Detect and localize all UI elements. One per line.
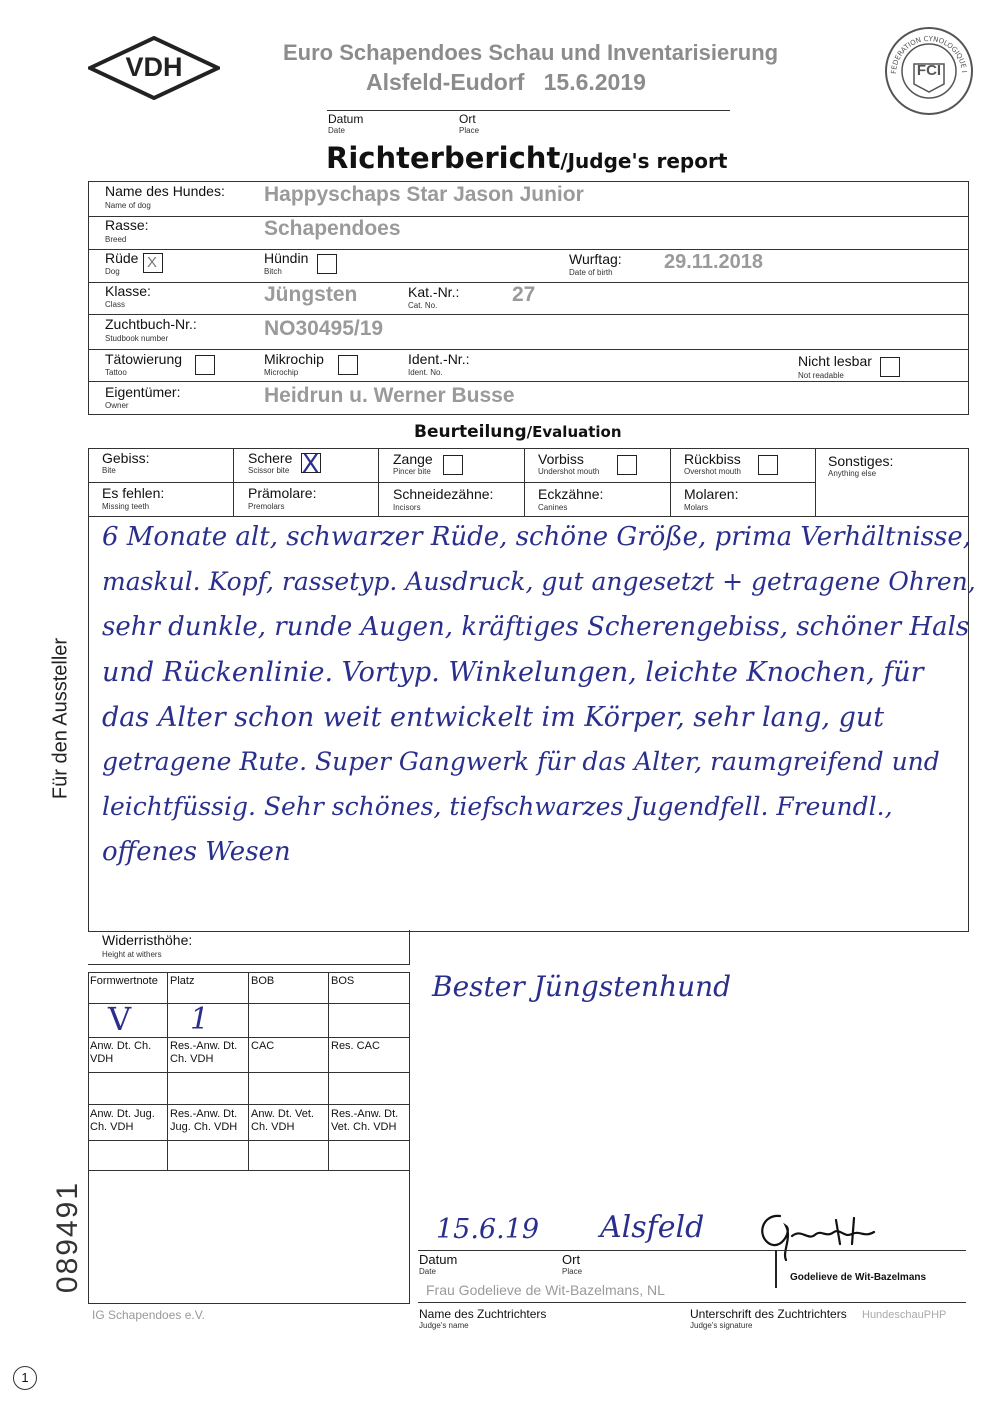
footer-datum-label: Datum: [419, 1252, 458, 1267]
judge-name-label: Name des Zuchtrichters: [419, 1307, 547, 1321]
placement-value: 1: [190, 1002, 210, 1037]
undershot-checkbox[interactable]: [617, 455, 637, 475]
awards-table: [88, 972, 410, 1304]
male-checkbox[interactable]: [143, 253, 163, 273]
class-value: Jüngsten: [264, 283, 358, 306]
award-remark: Bester Jüngstenhund: [432, 970, 732, 1003]
female-label: Hündin: [264, 250, 309, 266]
missing-sub: Missing teeth: [102, 502, 150, 511]
award-header: CAC: [251, 1040, 275, 1052]
owner-sub: Owner: [105, 401, 129, 410]
report-title: [326, 141, 727, 175]
height-label: Widerristhöhe:: [102, 932, 193, 948]
unreadable-label: Nicht lesbar: [798, 353, 872, 369]
fci-ring-text: FEDERATION CYNOLOGIQUE I: [889, 34, 968, 75]
undershot-sub: Undershot mouth: [538, 467, 600, 476]
footer-ort-label: Ort: [562, 1252, 581, 1267]
overshot-label: Rückbiss: [684, 451, 741, 467]
award-header: Res.-Anw. Dt. Jug. Ch. VDH: [170, 1108, 238, 1133]
tattoo-checkbox[interactable]: [195, 355, 215, 375]
bite-label: Gebiss:: [102, 450, 150, 466]
pincer-checkbox[interactable]: [443, 455, 463, 475]
vdh-logo-text: VDH: [125, 52, 183, 82]
premolars-sub: Premolars: [248, 502, 285, 511]
male-label: Rüde: [105, 250, 139, 266]
report-title-de: Richterbericht: [326, 141, 561, 175]
unreadable-checkbox[interactable]: [880, 357, 900, 377]
award-header: Res. CAC: [331, 1040, 380, 1052]
evaluation-line: und Rückenlinie. Vortyp. Winkelungen, leichte Knochen, für: [102, 657, 924, 688]
evaluation-line: leichtfüssig. Sehr schönes, tiefschwarzes Jugendfell. Freundl.,: [102, 792, 893, 821]
dog-name-label: Name des Hundes:: [105, 183, 225, 199]
grade-value: V: [108, 1000, 132, 1038]
pincer-sub: Pincer bite: [393, 467, 431, 476]
judge-name-printed: Frau Godelieve de Wit-Bazelmans, NL: [426, 1282, 665, 1298]
evaluation-heading-en: /Evaluation: [526, 423, 622, 441]
vdh-logo: [88, 36, 220, 100]
chip-label: Mikrochip: [264, 351, 324, 367]
award-header: Anw. Dt. Jug. Ch. VDH: [90, 1108, 155, 1133]
pincer-label: Zange: [393, 451, 433, 467]
scissor-checkbox[interactable]: [301, 449, 321, 478]
class-label: Klasse:: [105, 283, 151, 299]
dob-label: Wurftag:: [569, 251, 622, 267]
evaluation-line: das Alter schon weit entwickelt im Körper, sehr lang, gut: [102, 702, 885, 733]
dog-name-sub: Name of dog: [105, 201, 151, 210]
scissor-label: Schere: [248, 450, 293, 466]
overshot-sub: Overshot mouth: [684, 467, 741, 476]
male-checkbox-mark: X: [147, 254, 158, 271]
cat-label: Kat.-Nr.:: [408, 284, 460, 300]
tattoo-label: Tätowierung: [105, 351, 183, 367]
dob-value: 29.11.2018: [664, 251, 763, 273]
other-label: Sonstiges:: [828, 453, 894, 469]
footer-ort-sub: Place: [562, 1267, 583, 1276]
award-header: Res.-Anw. Dt. Ch. VDH: [170, 1040, 238, 1065]
evaluation-line: sehr dunkle, runde Augen, kräftiges Scherengebiss, schöner Hals: [102, 612, 970, 642]
breed-label: Rasse:: [105, 217, 149, 233]
female-sub: Bitch: [264, 267, 282, 276]
undershot-label: Vorbiss: [538, 451, 584, 467]
ident-label: Ident.-Nr.:: [408, 351, 470, 367]
evaluation-line: getragene Rute. Super Gangwerk für das Alter, raumgreifend und: [102, 747, 940, 776]
evaluation-text: [102, 522, 976, 882]
header-datum-label: Datum: [328, 112, 364, 126]
scissor-sub: Scissor bite: [248, 466, 290, 475]
award-header: BOS: [331, 975, 355, 987]
cat-value: 27: [512, 283, 536, 306]
height-sub: Height at withers: [102, 950, 162, 959]
fci-logo-text: FCI: [916, 62, 942, 79]
studbook-value: NO30495/19: [264, 317, 384, 340]
premolars-label: Prämolare:: [248, 485, 317, 501]
studbook-label: Zuchtbuch-Nr.:: [105, 316, 197, 332]
signature-place: Alsfeld: [600, 1210, 705, 1245]
chip-sub: Microchip: [264, 368, 299, 377]
evaluation-line: maskul. Kopf, rassetyp. Ausdruck, gut angesetzt + getragene Ohren,: [102, 567, 976, 596]
canines-label: Eckzähne:: [538, 486, 604, 502]
owner-value: Heidrun u. Werner Busse: [264, 384, 515, 407]
award-header: BOB: [251, 975, 275, 987]
tattoo-sub: Tattoo: [105, 368, 127, 377]
molars-sub: Molars: [684, 503, 709, 512]
event-title: Euro Schapendoes Schau und Inventarisierung: [283, 40, 779, 65]
female-checkbox[interactable]: [317, 254, 337, 274]
header-ort-label: Ort: [459, 112, 476, 126]
breed-value: Schapendoes: [264, 217, 401, 240]
award-header: Res.-Anw. Dt. Vet. Ch. VDH: [331, 1108, 399, 1133]
page-number: [13, 1366, 37, 1390]
evaluation-line: 6 Monate alt, schwarzer Rüde, schöne Größe, prima Verhältnisse,: [102, 522, 971, 552]
studbook-sub: Studbook number: [105, 334, 169, 343]
serial-number: 089491: [51, 1180, 84, 1294]
other-sub: Anything else: [828, 469, 877, 478]
signature-label: Unterschrift des Zuchtrichters: [690, 1307, 847, 1321]
event-place-date: Alsfeld-Eudorf 15.6.2019: [366, 69, 646, 95]
club-name: IG Schapendoes e.V.: [92, 1308, 205, 1322]
award-header: Anw. Dt. Ch. VDH: [90, 1040, 152, 1065]
judge-name-sub: Judge's name: [419, 1321, 469, 1330]
overshot-checkbox[interactable]: [758, 455, 778, 475]
ident-sub: Ident. No.: [408, 368, 443, 377]
evaluation-line: offenes Wesen: [102, 837, 291, 867]
fci-logo: [884, 26, 974, 116]
header-datum-sub: Date: [328, 126, 345, 135]
cat-sub: Cat. No.: [408, 301, 438, 310]
software-label: HundeschauPHP: [862, 1309, 947, 1321]
breed-sub: Breed: [105, 235, 127, 244]
award-header: Platz: [170, 975, 195, 987]
incisors-sub: Incisors: [393, 503, 421, 512]
missing-label: Es fehlen:: [102, 485, 165, 501]
canines-sub: Canines: [538, 503, 568, 512]
owner-label: Eigentümer:: [105, 384, 181, 400]
bite-sub: Bite: [102, 466, 116, 475]
molars-label: Molaren:: [684, 486, 739, 502]
unreadable-sub: Not readable: [798, 371, 844, 380]
chip-checkbox[interactable]: [338, 355, 358, 375]
side-label: Für den Aussteller: [49, 637, 72, 800]
male-sub: Dog: [105, 267, 120, 276]
signature-stamp: Godelieve de Wit-Bazelmans: [790, 1272, 927, 1283]
report-title-en: /Judge's report: [560, 149, 728, 173]
incisors-label: Schneidezähne:: [393, 486, 494, 502]
award-header: Anw. Dt. Vet. Ch. VDH: [251, 1108, 314, 1133]
dob-sub: Date of birth: [569, 268, 613, 277]
award-header: Formwertnote: [90, 975, 158, 987]
signature-date: 15.6.19: [436, 1214, 540, 1245]
evaluation-heading: [414, 422, 622, 442]
judge-signature: [752, 1208, 892, 1268]
scissor-checkbox-mark: X: [302, 449, 320, 478]
dog-name-value: Happyschaps Star Jason Junior: [264, 183, 584, 206]
evaluation-heading-de: Beurteilung: [414, 422, 527, 442]
class-sub: Class: [105, 300, 126, 309]
signature-sub: Judge's signature: [690, 1321, 753, 1330]
header-ort-sub: Place: [459, 126, 480, 135]
page-number-text: 1: [21, 1370, 29, 1385]
footer-datum-sub: Date: [419, 1267, 436, 1276]
